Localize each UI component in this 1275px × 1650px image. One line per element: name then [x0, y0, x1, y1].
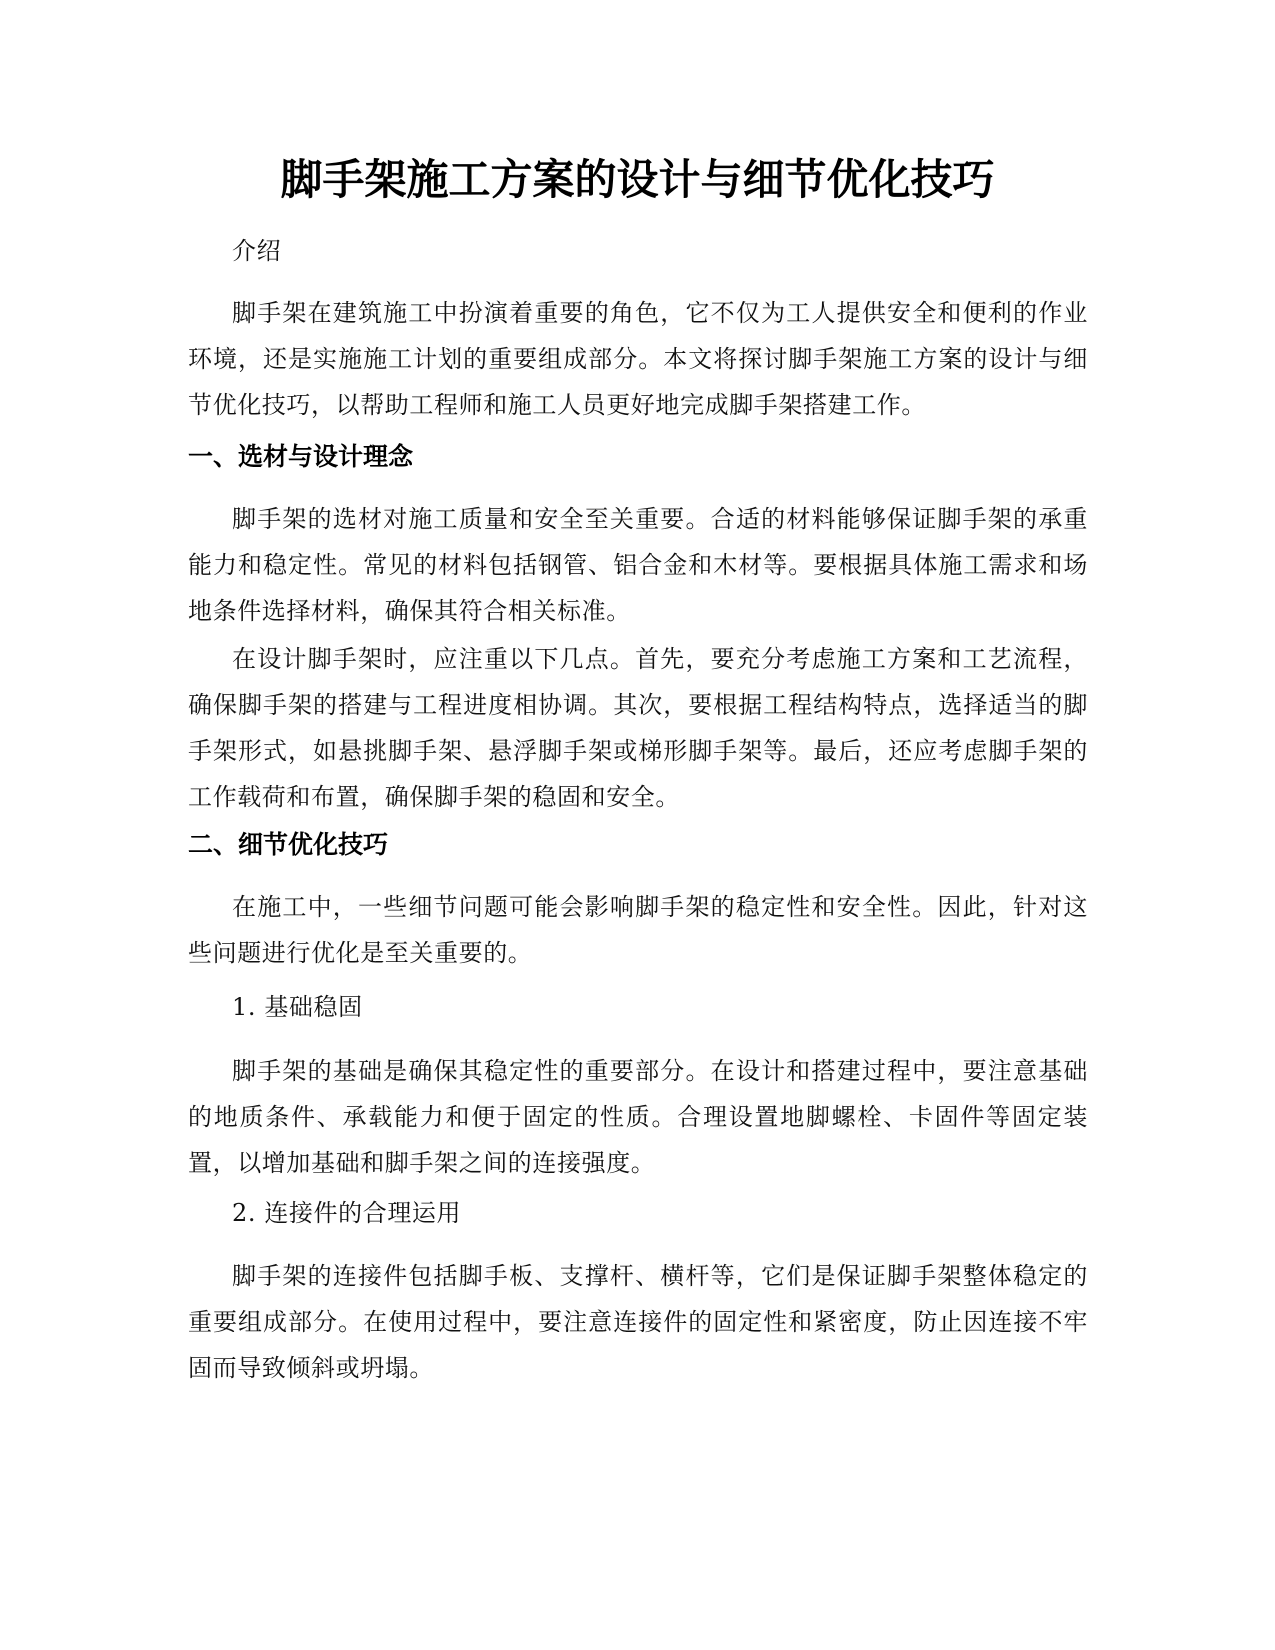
section-1-paragraph-1: 脚手架的选材对施工质量和安全至关重要。合适的材料能够保证脚手架的承重能力和稳定性。常见的材料包括钢管、铝合金和木材等。要根据具体施工需求和场地条件选择材料，确保其符合相关标准。 [188, 505, 1088, 625]
item-2-paragraph: 脚手架的连接件包括脚手板、支撑杆、横杆等，它们是保证脚手架整体稳定的重要组成部分。在使用过程中，要注意连接件的固定性和紧密度，防止因连接不牢固而导致倾斜或坍塌。 [188, 1262, 1088, 1382]
document-title: 脚手架施工方案的设计与细节优化技巧 [280, 155, 995, 204]
intro-label: 介绍 [232, 237, 282, 265]
section-1-heading: 一、选材与设计理念 [188, 442, 414, 471]
item-1-paragraph: 脚手架的基础是确保其稳定性的重要部分。在设计和搭建过程中，要注意基础的地质条件、承载能力和便于固定的性质。合理设置地脚螺栓、卡固件等固定装置，以增加基础和脚手架之间的连接强度。 [188, 1057, 1088, 1177]
item-1-label: 1. 基础稳固 [232, 993, 363, 1021]
section-1-paragraph-2: 在设计脚手架时，应注重以下几点。首先，要充分考虑施工方案和工艺流程，确保脚手架的搭建与工程进度相协调。其次，要根据工程结构特点，选择适当的脚手架形式，如悬挑脚手架、悬浮脚手架或梯形脚手架等。最后，还应考虑脚手架的工作载荷和布置，确保脚手架的稳固和安全。 [188, 645, 1088, 811]
item-2-label: 2. 连接件的合理运用 [232, 1199, 462, 1227]
section-2-paragraph: 在施工中，一些细节问题可能会影响脚手架的稳定性和安全性。因此，针对这些问题进行优化是至关重要的。 [188, 893, 1088, 967]
intro-paragraph: 脚手架在建筑施工中扮演着重要的角色，它不仅为工人提供安全和便利的作业环境，还是实施施工计划的重要组成部分。本文将探讨脚手架施工方案的设计与细节优化技巧，以帮助工程师和施工人员更好地完成脚手架搭建工作。 [188, 299, 1088, 419]
section-2-heading: 二、细节优化技巧 [188, 830, 389, 859]
